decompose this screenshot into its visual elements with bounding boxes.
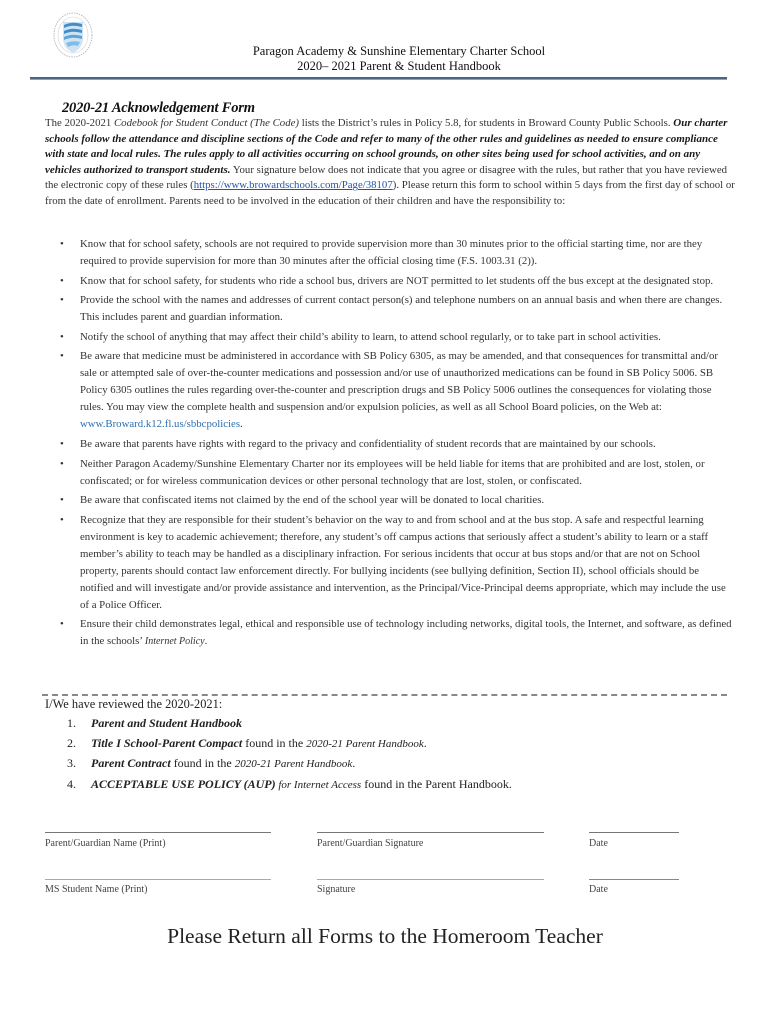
source-title: for Internet Access (275, 778, 362, 791)
document-title: Parent Contract (91, 756, 171, 770)
parent-name-field[interactable] (45, 832, 271, 833)
parent-date-field[interactable] (589, 832, 679, 833)
list-item (45, 456, 735, 490)
item-text: found in the (242, 735, 307, 750)
list-item-text: Know that for school safety, for students who ride a school bus, drivers are NOT permitted to let students off the bus except at the designated stop. (80, 274, 714, 287)
list-item (45, 273, 735, 290)
bullet-icon: • (60, 494, 64, 507)
bullet-icon: • (60, 457, 64, 470)
list-item (45, 492, 735, 509)
list-item-text: Be aware that confiscated items not claimed by the end of the school year will be donated to local charities. (80, 494, 545, 507)
intro-text: Your signature below does not indicate that you agree or disagree with the rules, but rather that you have reviewed the electronic copy of these rules ( (45, 163, 728, 192)
source-title: 2020-21 Parent Handbook (306, 737, 424, 750)
sbbc-policies-link[interactable]: www.Broward.k12.fl.us/sbbcpolicies (80, 418, 241, 431)
bullet-icon: • (60, 618, 64, 631)
form-title: 2020-21 Acknowledgement Form (62, 100, 255, 116)
source-title: 2020-21 Parent Handbook (234, 758, 353, 770)
item-text: . (423, 735, 427, 750)
item-text: found in the Parent Handbook. (361, 776, 512, 791)
internet-policy-title: Internet Policy (144, 636, 205, 648)
intro-text: The 2020-2021 (45, 117, 114, 129)
list-item-text: Be aware that parents have rights with regard to the privacy and confidentiality of student records that are maintained by our schools. (80, 437, 656, 450)
item-number: 3. (67, 756, 76, 770)
document-header (0, 44, 770, 74)
student-signature-label: Signature (317, 884, 356, 895)
list-item (45, 236, 735, 270)
student-date-label: Date (589, 884, 608, 895)
handbook-title: 2020– 2021 Parent & Student Handbook (297, 59, 501, 73)
reviewed-documents-list (67, 714, 512, 795)
list-item (45, 512, 735, 614)
student-signature-field[interactable] (317, 879, 544, 880)
review-statement: I/We have reviewed the 2020-2021: (45, 697, 223, 711)
list-item (67, 734, 512, 755)
document-title: Title I School-Parent Compact (91, 735, 243, 750)
student-name-label: MS Student Name (Print) (45, 884, 148, 895)
list-item-text: . (240, 418, 243, 431)
list-item (67, 714, 512, 734)
item-number: 4. (67, 776, 76, 791)
list-item-text: Provide the school with the names and addresses of current contact person(s) and telephone numbers on an annual basis and when there are changes. This includes parent and guardian information. (80, 294, 723, 324)
bullet-icon: • (60, 274, 64, 287)
bullet-icon: • (60, 238, 64, 250)
student-date-field[interactable] (589, 879, 679, 880)
list-item (45, 616, 735, 650)
list-item-text: Ensure their child demonstrates legal, ethical and responsible use of technology including networks, digital tools, the Internet, and software, as defined in the schools’ (80, 618, 732, 648)
list-item-text: . (204, 635, 208, 648)
list-item-text: Recognize that they are responsible for their student’s behavior on the way to and from school and at the bus stop. A safe and respectful learning environment is key to academic achievement; therefore, any student’s off campus actions that seriously affect a student’s ability to learn or a staff member’s ability to teach may be handled as a disciplinary infraction. For serious incidents that occur at bus stops and/or that are not on School property, parents should contact law enforcement directly. For bullying incidents (see bullying definition, Section II), school officials should be notified and will investigate and/or provide assistance and intervention, as the Principal/Vice-Principal deems appropriate, which may include the use of a Police Officer. (80, 513, 726, 611)
list-item (45, 329, 735, 346)
bullet-icon: • (60, 513, 64, 526)
bullet-icon: • (60, 437, 64, 450)
bullet-icon: • (60, 350, 64, 363)
list-item-text: Be aware that medicine must be administered in accordance with SB Policy 6305, as may be amended, and that consequences for transmittal and/or sale or attempted sale of over-the-counter medications and possession and/or use of unauthorized medications can be found in SB Policy 5006. SB Policy 6305 outlines the rules regarding over-the-counter and prescription drugs and SB Policy 5006 outlines the consequences for violating those rules. You may view the complete health and suspension and/or expulsion policies, as well as all School Board policies, on the Web at: (80, 350, 719, 414)
parent-signature-field[interactable] (317, 832, 544, 833)
parent-date-label: Date (589, 838, 608, 849)
document-title: Parent and Student Handbook (91, 716, 243, 730)
item-text: . (352, 756, 356, 770)
parent-name-label: Parent/Guardian Name (Print) (45, 838, 166, 849)
bullet-icon: • (60, 294, 64, 307)
code-of-conduct-link[interactable]: https://www.browardschools.com/Page/38107 (193, 179, 393, 192)
responsibilities-list (45, 236, 735, 653)
list-item-text: Know that for school safety, schools are not required to provide supervision more than 30 minutes prior to the official starting time, nor are they required to provide supervision for more than 30 minutes after the official closing time (F.S. 1003.31 (2)). (80, 238, 703, 267)
intro-text: lists the District’s rules in Policy 5.8, for students in Broward County Public Schools. (299, 117, 671, 129)
list-item (45, 436, 735, 453)
document-title: ACCEPTABLE USE POLICY (AUP) (91, 776, 276, 791)
intro-text: ). Please return this form to school within 5 days from the first day of school or from the date of enrollment. Parents need to be involved in the education of their children and have the responsibility to: (45, 179, 735, 207)
header-rule (30, 77, 727, 80)
list-item (45, 292, 735, 326)
item-number: 2. (67, 735, 76, 750)
item-text: found in the (170, 756, 235, 770)
list-item-text: Neither Paragon Academy/Sunshine Elementary Charter nor its employees will be held liable for items that are prohibited and are lost, stolen, or confiscated; or for wireless communication devices or other personal technology that are lost, stolen, or confiscated. (80, 457, 705, 487)
parent-signature-label: Parent/Guardian Signature (317, 838, 424, 849)
return-forms-note: Please Return all Forms to the Homeroom Teacher (167, 924, 603, 948)
codebook-title: Codebook for Student Conduct (The Code) (113, 117, 299, 129)
section-divider (42, 694, 727, 696)
bullet-icon: • (60, 330, 64, 343)
charter-policy-statement: Our charter schools follow the attendance and discipline sections of the Code and refer to many of the other rules and guidelines as needed to ensure compliance with state and local rules. The rules apply to all activities occurring on school grounds, on other sites being used for school activities, and on any vehicles authorized to transport students. (45, 117, 728, 176)
item-number: 1. (67, 716, 76, 730)
list-item (67, 754, 512, 775)
list-item (45, 348, 735, 433)
list-item-text: Notify the school of anything that may affect their child’s ability to learn, to attend school regularly, or to take part in school activities. (80, 330, 661, 343)
student-name-field[interactable] (45, 879, 271, 880)
school-name: Paragon Academy & Sunshine Elementary Charter School (252, 44, 546, 58)
intro-paragraph (45, 116, 735, 210)
list-item (67, 775, 512, 796)
